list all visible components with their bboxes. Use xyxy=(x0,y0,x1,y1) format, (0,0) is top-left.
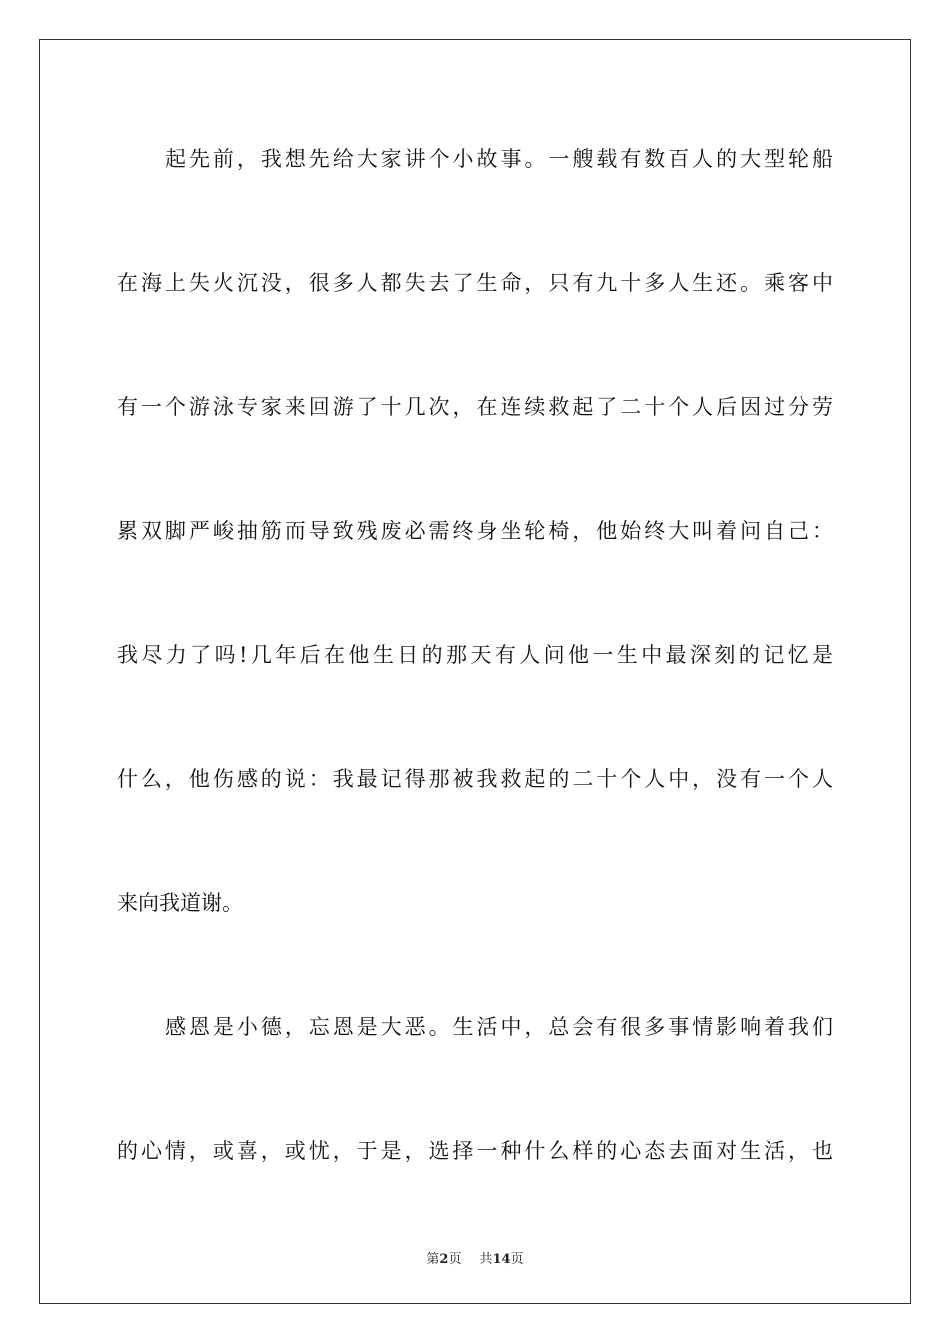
line-spacing xyxy=(117,686,833,748)
document-body xyxy=(117,128,833,1182)
line-spacing xyxy=(117,562,833,624)
paragraph-2-line-1: 感恩是小德，忘恩是大恶。生活中，总会有很多事情影响着我们 xyxy=(165,1015,833,1039)
page-suffix: 页 xyxy=(448,1252,462,1267)
paragraph-1-line-5: 我尽力了吗!几年后在他生日的那天有人问他一生中最深刻的记忆是 xyxy=(117,643,833,667)
page-prefix: 第 xyxy=(426,1252,440,1267)
paragraph-1-line-7: 来向我道谢。 xyxy=(117,891,243,915)
line-spacing xyxy=(117,190,833,252)
total-pages: 14 xyxy=(492,1252,511,1267)
line-spacing xyxy=(117,1058,833,1120)
paragraph-1-line-6: 什么，他伤感的说：我最记得那被我救起的二十个人中，没有一个人 xyxy=(117,767,833,791)
paragraph-2-line-2: 的心情，或喜，或忧，于是，选择一种什么样的心态去面对生活，也 xyxy=(117,1139,833,1163)
total-prefix: 共 xyxy=(479,1252,493,1267)
page-footer xyxy=(0,1248,950,1267)
page-number: 2 xyxy=(439,1252,449,1267)
line-spacing xyxy=(117,438,833,500)
paragraph-1-line-1: 起先前，我想先给大家讲个小故事。一艘载有数百人的大型轮船 xyxy=(165,147,833,171)
paragraph-1-line-2: 在海上失火沉没，很多人都失去了生命，只有九十多人生还。乘客中 xyxy=(117,271,833,295)
paragraph-1-line-3: 有一个游泳专家来回游了十几次，在连续救起了二十个人后因过分劳 xyxy=(117,395,833,419)
paragraph-1-line-4: 累双脚严峻抽筋而导致残废必需终身坐轮椅，他始终大叫着问自己： xyxy=(117,519,833,543)
line-spacing xyxy=(117,810,833,872)
paragraph-spacing xyxy=(117,934,833,996)
total-suffix: 页 xyxy=(510,1252,524,1267)
line-spacing xyxy=(117,314,833,376)
